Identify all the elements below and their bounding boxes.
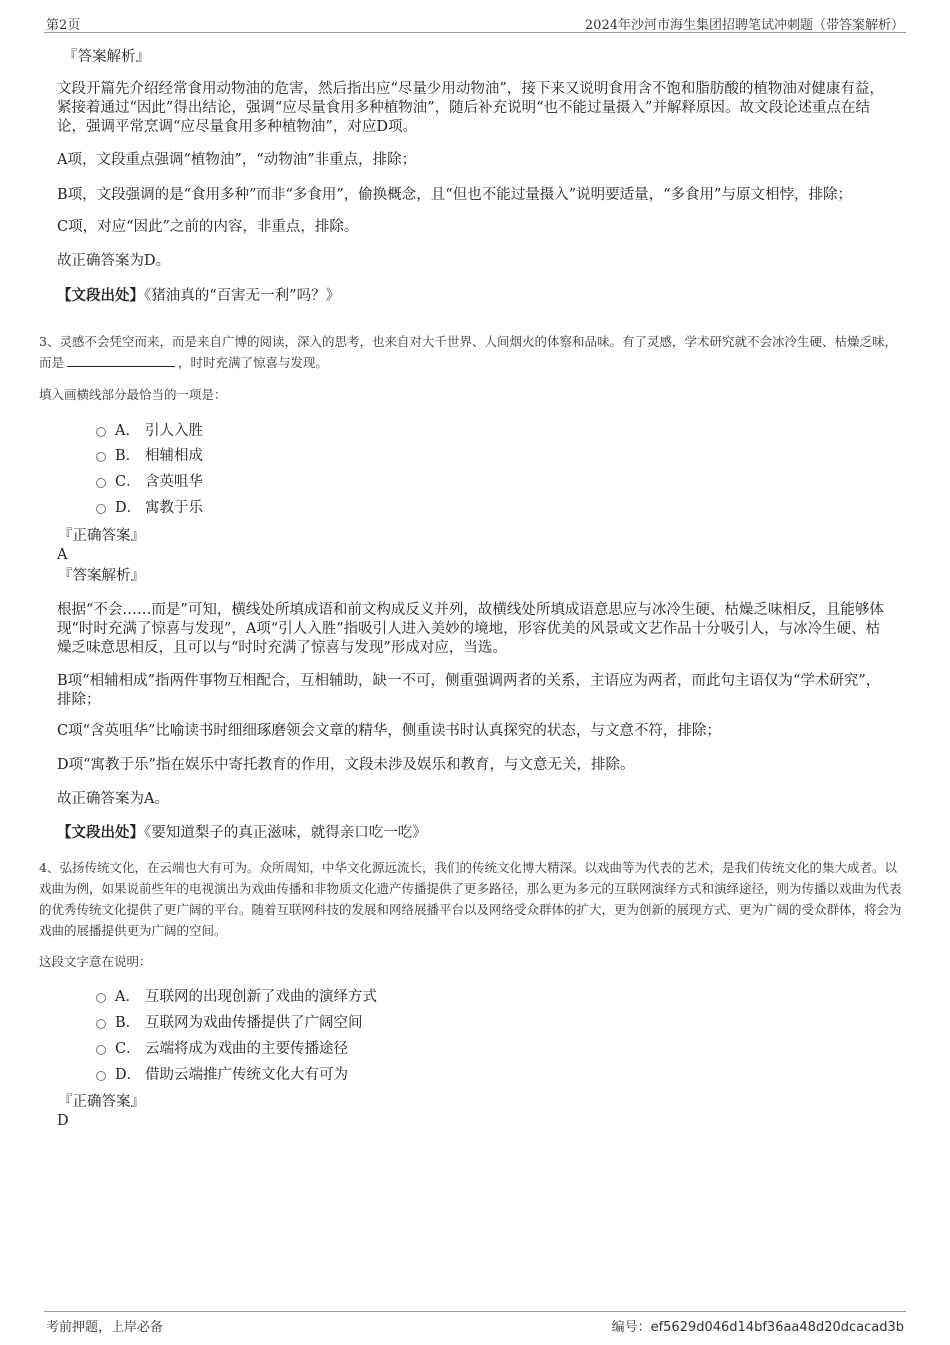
document-code-label: 编号： xyxy=(611,1320,651,1335)
option-text: 相辅相成 xyxy=(145,448,203,464)
option-text: 互联网为戏曲传播提供了广阔空间 xyxy=(145,1015,363,1031)
option-key: C． xyxy=(115,474,141,490)
q4-stem: 4、弘扬传统文化，在云端也大有可为。众所周知，中华文化源远流长，我们的传统文化博大精深。以戏曲等为代表的艺术，是我们传统文化的集大成者。以戏曲为例，如果说前些年的电视演出为戏曲传播和非物质文化遗产传播提供了更多路径，那么更为多元的互联网演绎方式和演绎途径，则为传播以戏曲为代表的优秀传统文化提供了更广阔的平台。随着互联网科技的发展和网络展播平台以及网络受众群体的扩大，更为创新的展现方式、更为广阔的受众群体，将会为戏曲的展播提供更为广阔的空间。 xyxy=(39,860,902,938)
q4-option-b[interactable] xyxy=(96,1013,363,1033)
option-text: 云端将成为戏曲的主要传播途径 xyxy=(145,1041,348,1057)
page-footer xyxy=(44,1311,906,1338)
page-header xyxy=(44,10,906,33)
q3-stem-before: 3、灵感不会凭空而来，而是来自广博的阅读，深入的思考，也来自对大千世界、人间烟火的体察和品味。有了灵感，学术研究就不会冰冷生硬、枯燥乏味，而是 xyxy=(39,334,897,370)
option-key: B． xyxy=(115,1015,141,1031)
option-key: B． xyxy=(115,448,141,464)
q3-source-title: 《要知道梨子的真正滋味，就得亲口吃一吃》 xyxy=(144,825,427,841)
q3-option-c[interactable] xyxy=(96,472,203,492)
q4-option-a[interactable] xyxy=(96,987,377,1007)
q2-source-label: 【文段出处】 xyxy=(57,287,144,304)
radio-icon[interactable] xyxy=(96,1071,106,1081)
radio-icon[interactable] xyxy=(96,427,106,437)
q2-conclusion: 故正确答案为D。 xyxy=(57,253,171,269)
q4-option-d[interactable] xyxy=(96,1065,348,1085)
q2-analysis-heading: 『答案解析』 xyxy=(63,49,150,65)
radio-icon[interactable] xyxy=(96,478,106,488)
q3-analysis-paragraph: 根据“不会……而是”可知，横线处所填成语和前文构成反义并列，故横线处所填成语意思应与冰冷生硬、枯燥乏味相反，且能够体现“时时充满了惊喜与发现”，A项“引人入胜”指吸引人进入美妙的境地，形容优美的风景或文艺作品十分吸引人，与冰冷生硬、枯燥乏味意思相反，且可以与“时时充满了惊喜与发现”形成对应，当选。 xyxy=(57,602,884,656)
option-text: 含英咀华 xyxy=(145,474,203,490)
q3-analysis-option-c: C项“含英咀华”比喻读书时细细琢磨领会文章的精华，侧重读书时认真探究的状态，与文意不符，排除； xyxy=(57,723,721,739)
q3-option-b[interactable] xyxy=(96,446,203,466)
q2-analysis-paragraph: 文段开篇先介绍经常食用动物油的危害，然后指出应“尽量少用动物油”，接下来又说明食用含不饱和脂肪酸的植物油对健康有益，紧接着通过“因此”得出结论，强调“应尽量食用多种植物油”，随后补充说明“也不能过量摄入”并解释原因。故文段论述重点在结论，强调平常烹调“应尽量食用多种植物油”，对应D项。 xyxy=(57,81,884,135)
q4-answer: D xyxy=(57,1113,69,1129)
option-key: C． xyxy=(115,1041,141,1057)
q2-source xyxy=(57,286,890,306)
option-key: D． xyxy=(115,1067,142,1083)
option-text: 引人入胜 xyxy=(145,423,203,439)
q2-analysis-option-b: B项，文段强调的是“食用多种”而非“多食用”，偷换概念，且“但也不能过量摄入”说明要适量，“多食用”与原文相悖，排除； xyxy=(57,187,852,203)
option-key: A． xyxy=(115,423,140,439)
option-text: 互联网的出现创新了戏曲的演绎方式 xyxy=(145,989,377,1005)
option-text: 寓教于乐 xyxy=(145,500,203,516)
q3-analysis-option-d: D项“寓教于乐”指在娱乐中寄托教育的作用，文段未涉及娱乐和教育，与文意无关，排除。 xyxy=(57,757,635,773)
q3-conclusion: 故正确答案为A。 xyxy=(57,791,169,807)
radio-icon[interactable] xyxy=(96,1019,106,1029)
q3-answer-heading: 『正确答案』 xyxy=(58,528,145,544)
q3-blank-line xyxy=(67,353,175,367)
page-number: 第2页 xyxy=(46,18,81,33)
option-key: D． xyxy=(115,500,142,516)
document-code xyxy=(612,1316,904,1335)
q3-stem xyxy=(39,331,902,373)
q3-answer: A xyxy=(57,547,68,563)
radio-icon[interactable] xyxy=(96,1045,106,1055)
q2-analysis-option-a: A项，文段重点强调“植物油”，“动物油”非重点，排除； xyxy=(57,152,417,168)
radio-icon[interactable] xyxy=(96,993,106,1003)
q4-answer-heading: 『正确答案』 xyxy=(58,1094,145,1110)
q3-source-label: 【文段出处】 xyxy=(57,824,144,841)
document-code-value: ef5629d046d14bf36aa48d20dcacad3b xyxy=(650,1320,904,1335)
q3-analysis-option-b: B项“相辅相成”指两件事物互相配合，互相辅助，缺一不可，侧重强调两者的关系，主语应为两者，而此句主语仅为“学术研究”，排除； xyxy=(57,673,881,708)
radio-icon[interactable] xyxy=(96,504,106,514)
option-text: 借助云端推广传统文化大有可为 xyxy=(145,1067,348,1083)
q3-source xyxy=(57,823,890,843)
document-title: 2024年沙河市海生集团招聘笔试冲刺题（带答案解析） xyxy=(584,18,904,33)
q3-stem-after: ，时时充满了惊喜与发现。 xyxy=(178,355,329,370)
q4-prompt: 这段文字意在说明： xyxy=(39,954,152,969)
q3-analysis-heading: 『答案解析』 xyxy=(58,568,145,584)
radio-icon[interactable] xyxy=(96,452,106,462)
q2-source-title: 《猪油真的“百害无一利”吗？》 xyxy=(144,288,341,304)
q3-option-d[interactable] xyxy=(96,498,203,518)
q3-option-a[interactable] xyxy=(96,421,203,441)
option-key: A． xyxy=(115,989,140,1005)
q4-option-c[interactable] xyxy=(96,1039,348,1059)
q2-analysis-option-c: C项，对应“因此”之前的内容，非重点，排除。 xyxy=(57,219,359,235)
q3-prompt: 填入画横线部分最恰当的一项是： xyxy=(39,387,227,402)
footer-slogan: 考前押题，上岸必备 xyxy=(46,1320,164,1335)
